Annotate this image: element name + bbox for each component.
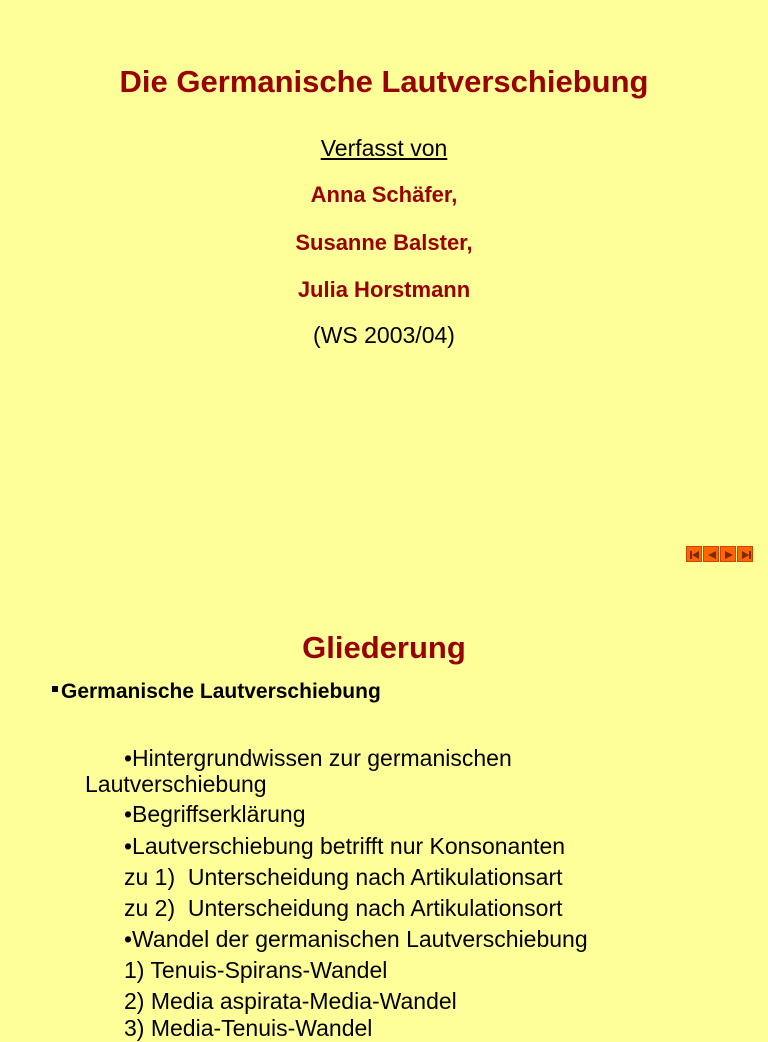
- outline-item: Lautverschiebung: [85, 771, 267, 797]
- section-heading-text: Germanische Lautverschiebung: [61, 680, 381, 703]
- semester-label: (WS 2003/04): [313, 322, 455, 348]
- first-slide-button[interactable]: [686, 546, 702, 562]
- outline-item: 2) Media aspirata-Media-Wandel: [124, 988, 457, 1014]
- section-heading: [52, 680, 381, 704]
- byline: Verfasst von: [320, 135, 448, 161]
- square-bullet-icon: [52, 686, 58, 692]
- outline-item: •Begriffserklärung: [124, 801, 306, 827]
- outline-item: 3) Media-Tenuis-Wandel: [124, 1015, 373, 1041]
- slide-title: Die Germanische Lautverschiebung: [119, 64, 649, 99]
- next-slide-button[interactable]: [720, 546, 736, 562]
- outline-item: •Wandel der germanischen Lautverschiebung: [124, 926, 588, 952]
- outline-item: zu 2) Unterscheidung nach Artikulationsort: [124, 895, 563, 921]
- next-icon: [723, 549, 735, 561]
- outline-item: •Lautverschiebung betrifft nur Konsonanten: [124, 833, 566, 859]
- author-name: Julia Horstmann: [297, 277, 471, 302]
- author-name: Anna Schäfer,: [310, 182, 458, 207]
- slide-title: Gliederung: [302, 630, 466, 665]
- previous-icon: [706, 549, 718, 561]
- previous-slide-button[interactable]: [703, 546, 719, 562]
- outline-item: 1) Tenuis-Spirans-Wandel: [124, 957, 388, 983]
- first-icon: [689, 549, 701, 561]
- slide-navigation: [686, 546, 753, 562]
- outline-slide: [0, 590, 768, 1041]
- last-slide-button[interactable]: [737, 546, 753, 562]
- outline-item: zu 1) Unterscheidung nach Artikulationsart: [124, 864, 563, 890]
- outline-item: •Hintergrundwissen zur germanischen: [124, 745, 512, 771]
- last-icon: [740, 549, 752, 561]
- author-name: Susanne Balster,: [295, 230, 473, 255]
